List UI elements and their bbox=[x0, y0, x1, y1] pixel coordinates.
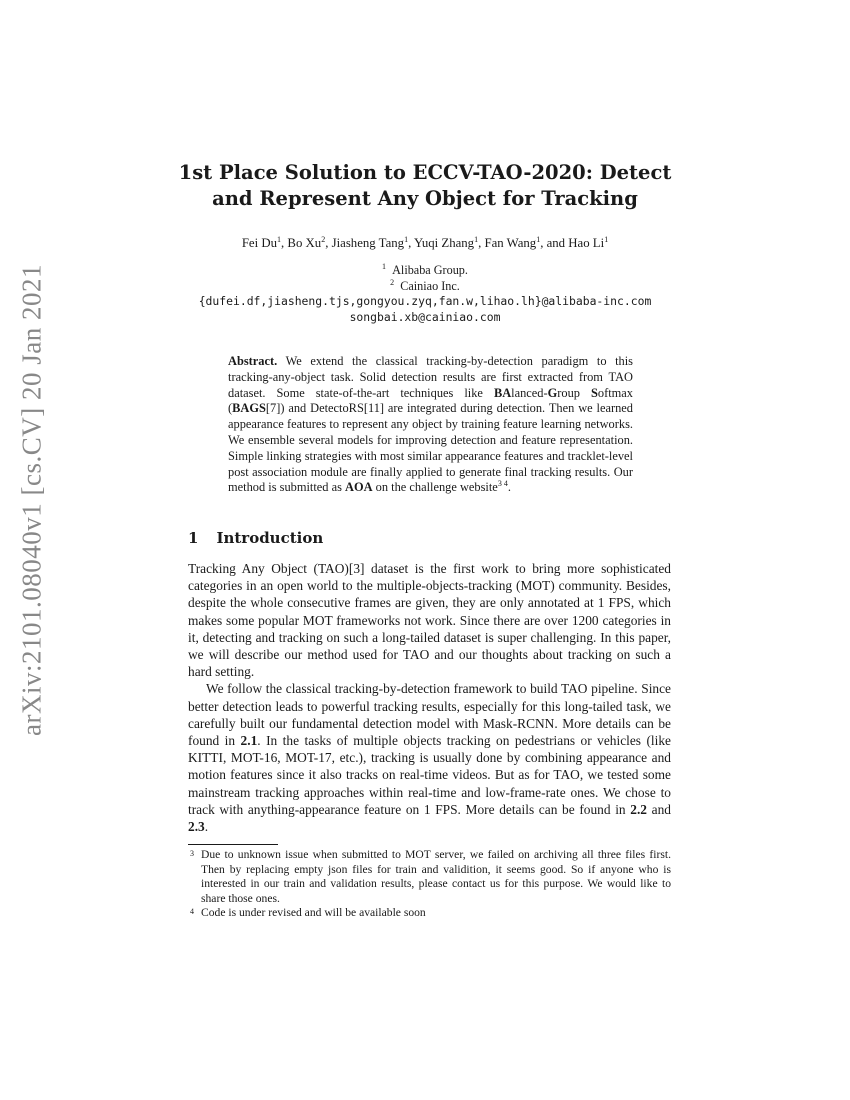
author-affiliation-mark: 1 bbox=[277, 235, 282, 244]
title-line-1: 1st Place Solution to ECCV-TAO-2020: Detect bbox=[178, 161, 672, 184]
section-ref: 2.2 bbox=[630, 801, 648, 817]
abstract-label: Abstract. bbox=[228, 354, 278, 368]
abstract-text: lanced- bbox=[511, 385, 548, 400]
email-line-2: songbai.xb@cainiao.com bbox=[349, 309, 501, 324]
author-affiliation-mark: 2 bbox=[321, 235, 326, 244]
paragraph-text: . In the tasks of multiple objects tracking on pedestrians or vehicles (like KITTI, MOT-16, MOT-17, etc.), tracking is usually done by combining appearance and motion features since it also tracks on real-time videos. But as for TAO, we tested some mainstream tracking approaches within real-time and low-frame-rate ones. We chose to track with anything-appearance feature on 1 FPS. More details can be found in bbox=[188, 733, 671, 817]
author-affiliation-mark: 1 bbox=[536, 235, 541, 244]
footnote-rule bbox=[188, 844, 278, 845]
author-affiliation-mark: 1 bbox=[604, 235, 609, 244]
author-list: Fei Du$^1$, Bo Xu$^2$, Jiasheng Tang$^1$, Yuqi Zhang$^1$, Fan Wang$^1$, and Hao Li$^1$ bbox=[241, 235, 609, 250]
paragraph-2 bbox=[188, 680, 671, 835]
abstract-emphasis: AOA bbox=[345, 480, 373, 495]
affiliations bbox=[100, 263, 750, 325]
title-line-2: and Represent Any Object for Tracking bbox=[212, 187, 638, 210]
author: Fei Du bbox=[241, 236, 278, 250]
affiliation-line bbox=[100, 279, 750, 295]
email-line-1: {dufei.df,jiasheng.tjs,gongyou.zyq,fan.w,lihao.lh}@alibaba-inc.com bbox=[198, 294, 652, 308]
section-ref: 2.1 bbox=[240, 733, 258, 749]
author: Hao Li bbox=[568, 236, 605, 250]
section-heading bbox=[188, 529, 323, 547]
section-title: Introduction bbox=[216, 529, 324, 547]
paragraph-text: . bbox=[204, 819, 209, 835]
abstract-emphasis: G bbox=[547, 385, 558, 400]
abstract-text: on the challenge website bbox=[372, 480, 498, 495]
author-conjunction: and bbox=[546, 236, 566, 250]
footnote-text: Code is under revised and will be available soon bbox=[201, 906, 426, 920]
footnote bbox=[188, 906, 671, 921]
footnote-mark: 4 bbox=[190, 907, 194, 917]
footnote-reference: 3 4 bbox=[497, 479, 508, 489]
author: Yuqi Zhang bbox=[414, 236, 475, 250]
abstract-text: . bbox=[507, 480, 511, 495]
author: Fan Wang bbox=[484, 236, 537, 250]
section-number: 1 bbox=[188, 529, 199, 547]
abstract-text: roup bbox=[557, 385, 591, 400]
footnote-mark: 3 bbox=[190, 849, 194, 858]
author: Bo Xu bbox=[287, 236, 322, 250]
affiliation-name: Alibaba Group. bbox=[392, 263, 468, 277]
arxiv-identifier: arXiv:2101.08040v1 [cs.CV] 20 Jan 2021 bbox=[16, 264, 47, 736]
arxiv-sidebar bbox=[8, 264, 56, 736]
paragraph-1: Tracking Any Object (TAO)[3] dataset is the first work to bring more sophisticated categories in an open world to the multiple-objects-tracking (MOT) community. Besides, despite the whole consecutive frames are given, they are only annotated at 1 FPS, which makes some popular MOT frameworks not work. Since there are over 1200 categories in it, detecting and tracking on such a long-tailed dataset is super challenging. In this paper, we will describe our method used for TAO and our thoughts about tracking on such a hard setting. bbox=[188, 561, 671, 680]
paragraph-text: and bbox=[647, 801, 671, 817]
paper-title bbox=[150, 160, 700, 212]
abstract-text: [7]) and DetectoRS[11] are integrated during detection. Then we learned appearance features to represent any object by training feature learning networks. We ensemble several models for improving detection and feature representation. Simple linking strategies with most similar appearance features and tracklet-level post association module are finally applied to generate final tracking results. Our method is submitted as bbox=[228, 401, 633, 495]
author-affiliation-mark: 1 bbox=[474, 235, 479, 244]
abstract-emphasis: S bbox=[590, 385, 598, 400]
abstract-emphasis: BAGS bbox=[232, 401, 266, 416]
footnote bbox=[188, 848, 671, 906]
affiliation-line bbox=[100, 263, 750, 279]
author: Jiasheng Tang bbox=[331, 236, 405, 250]
affiliation-mark: 2 bbox=[390, 277, 395, 287]
abstract-text: We extend the classical tracking-by-detection paradigm to this tracking-any-object task. Solid detection results are first extracted from TAO dataset. Some state-of-the-art techniques like bbox=[228, 354, 634, 400]
affiliation-name: Cainiao Inc. bbox=[400, 278, 460, 293]
abstract bbox=[228, 354, 633, 496]
abstract-emphasis: BA bbox=[493, 385, 512, 400]
body-text bbox=[188, 560, 671, 835]
author-affiliation-mark: 1 bbox=[404, 235, 409, 244]
abstract-text: oftmax ( bbox=[228, 385, 633, 416]
footnotes bbox=[188, 848, 671, 921]
paragraph-text: We follow the classical tracking-by-detection framework to build TAO pipeline. Since better detection leads to powerful tracking results, especially for this long-tailed task, we carefully built our fundamental detection model with Mask-RCNN. More details can be found in bbox=[188, 681, 671, 749]
section-ref: 2.3 bbox=[188, 819, 205, 835]
affiliation-mark: 1 bbox=[382, 262, 387, 271]
footnote-text: Due to unknown issue when submitted to MOT server, we failed on archiving all three files first. Then by replacing empty json files for train and validition, it seems good. So if anyone who is interested in our train and validation results, please contact us for this purpose. We would like to share those ones. bbox=[201, 848, 671, 905]
